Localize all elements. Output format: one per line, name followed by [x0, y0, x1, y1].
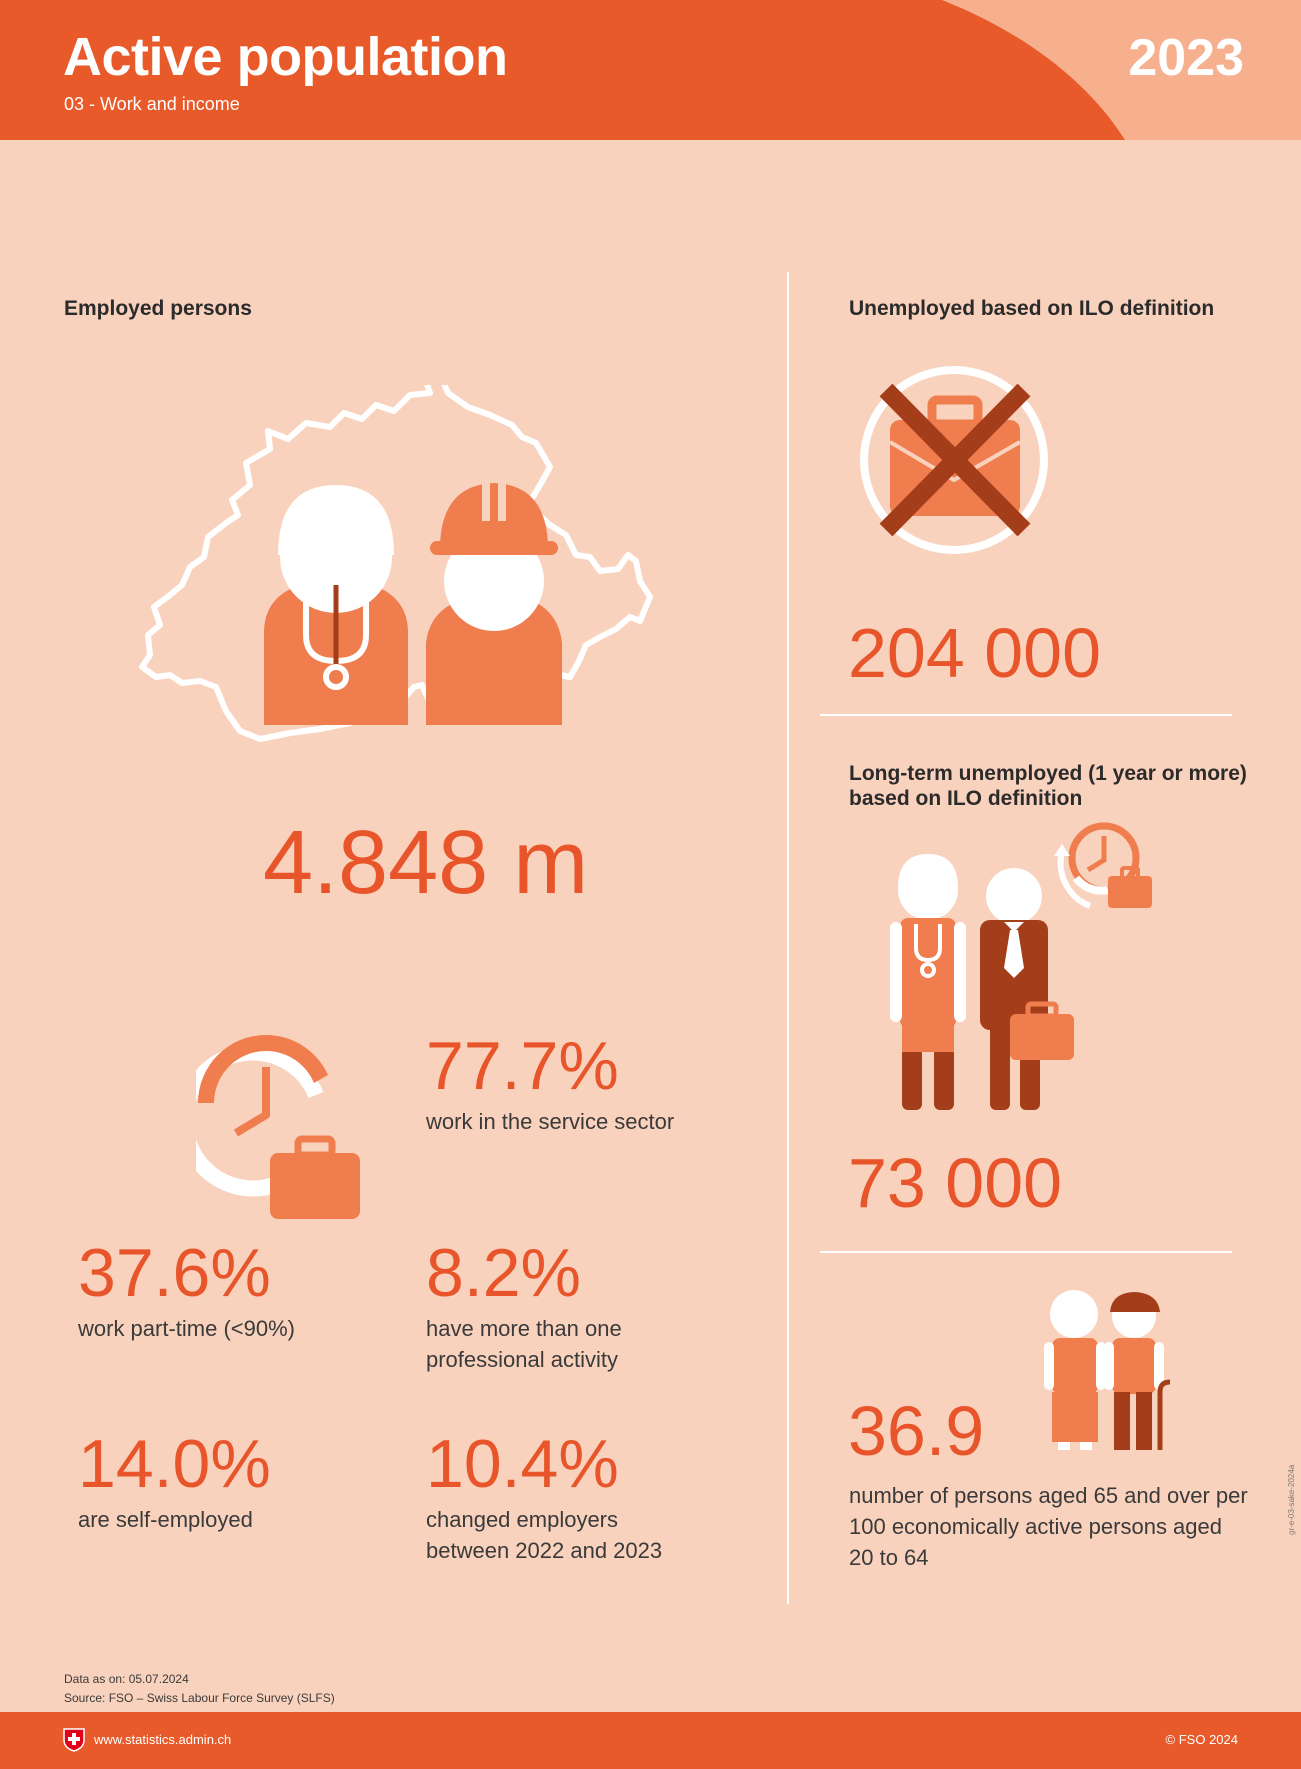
graphic-code: gr-e-03-sake-2024a: [1287, 1464, 1296, 1535]
unemployed-value: 204 000: [848, 614, 1102, 692]
long-term-heading: Long-term unemployed (1 year or more) based on ILO definition: [849, 762, 1247, 810]
dependency-value: 36.9: [848, 1392, 985, 1470]
column-divider: [787, 272, 789, 1604]
divider-2: [820, 1251, 1232, 1253]
page-subtitle: 03 - Work and income: [64, 94, 240, 114]
footer-bar: [0, 1712, 1301, 1769]
copyright: © FSO 2024: [1165, 1732, 1238, 1747]
swiss-shield-icon: [63, 1728, 85, 1752]
long-term-workers-icon: [886, 818, 1156, 1118]
elderly-persons-icon: [1044, 1286, 1174, 1452]
clock-briefcase-icon: [196, 1035, 366, 1220]
employed-total: 4.848 m: [263, 813, 589, 913]
employed-heading: Employed persons: [64, 297, 252, 320]
page-header: [0, 0, 1301, 140]
stat-label: changed employers between 2022 and 2023: [426, 1507, 663, 1563]
crossed-briefcase-icon: [856, 362, 1052, 558]
switzerland-workers-icon: [130, 385, 730, 745]
stat-changed-employers: [426, 1426, 696, 1566]
stat-label: are self-employed: [78, 1507, 253, 1532]
stat-service-sector: [426, 1028, 726, 1137]
unemployed-heading: Unemployed based on ILO definition: [849, 297, 1215, 320]
stat-value: 37.6%: [78, 1235, 271, 1311]
data-source: Source: FSO – Swiss Labour Force Survey (SLFS): [64, 1691, 335, 1705]
stat-label: work part-time (<90%): [78, 1316, 296, 1341]
stat-self-employed: [78, 1426, 378, 1535]
website-link[interactable]: www.statistics.admin.ch: [94, 1732, 232, 1747]
stat-value: 14.0%: [78, 1426, 271, 1502]
year-label: 2023: [1128, 29, 1244, 87]
stat-label: have more than one professional activity: [426, 1316, 622, 1372]
dependency-label: number of persons aged 65 and over per 100 economically active persons aged 20 to 64: [849, 1483, 1248, 1570]
stat-label: work in the service sector: [426, 1109, 675, 1134]
stat-value: 10.4%: [426, 1426, 619, 1502]
stat-value: 8.2%: [426, 1235, 581, 1311]
long-term-value: 73 000: [848, 1144, 1063, 1222]
page-title: Active population: [63, 27, 508, 87]
data-date: Data as on: 05.07.2024: [64, 1672, 189, 1686]
stat-part-time: [78, 1235, 378, 1344]
stat-multiple-activities: [426, 1235, 656, 1375]
divider-1: [820, 714, 1232, 716]
stat-value: 77.7%: [426, 1028, 619, 1104]
